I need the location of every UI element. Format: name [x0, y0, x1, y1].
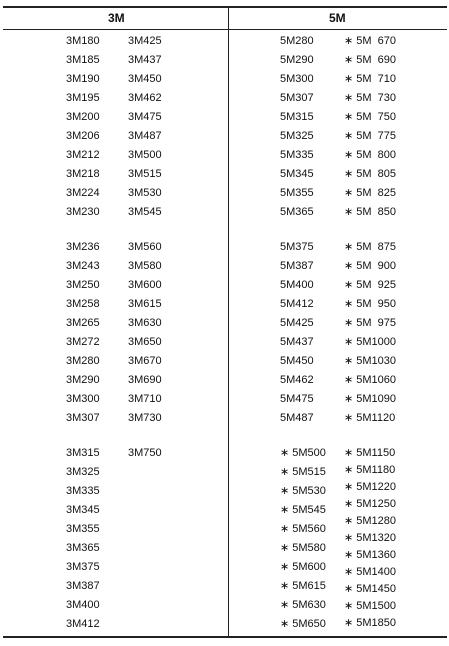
- size-cell: ∗ 5M650: [280, 618, 326, 630]
- size-cell: 3M560: [128, 241, 162, 253]
- size-cell: 3M185: [66, 54, 100, 66]
- size-cell: 5M475: [280, 393, 314, 405]
- size-cell: 3M730: [128, 412, 162, 424]
- size-cell: ∗ 5M1360: [344, 549, 397, 561]
- size-cell: ∗ 5M 950: [344, 298, 397, 310]
- size-cell: ∗ 5M1320: [344, 532, 397, 544]
- size-cell: 3M690: [128, 374, 162, 386]
- size-cell: 5M450: [280, 355, 314, 367]
- size-cell: 3M580: [128, 260, 162, 272]
- size-cell: ∗ 5M580: [280, 542, 326, 554]
- size-cell: ∗ 5M 900: [344, 260, 397, 272]
- size-cell: ∗ 5M 825: [344, 187, 397, 199]
- size-cell: ∗ 5M600: [280, 561, 326, 573]
- header-5m: 5M: [329, 11, 346, 25]
- size-cell: 3M630: [128, 317, 162, 329]
- size-cell: 3M500: [128, 149, 162, 161]
- size-cell: ∗ 5M 670: [344, 35, 397, 47]
- size-cell: 3M280: [66, 355, 100, 367]
- size-cell: ∗ 5M1030: [344, 355, 397, 367]
- size-cell: ∗ 5M615: [280, 580, 326, 592]
- column-divider: [228, 6, 229, 638]
- size-cell: ∗ 5M 805: [344, 168, 397, 180]
- size-cell: 3M200: [66, 111, 100, 123]
- header-divider: [3, 29, 447, 30]
- size-cell: 3M335: [66, 485, 100, 497]
- size-cell: ∗ 5M545: [280, 504, 326, 516]
- size-cell: 3M230: [66, 206, 100, 218]
- size-cell: 3M272: [66, 336, 100, 348]
- size-cell: ∗ 5M 925: [344, 279, 397, 291]
- size-cell: 3M236: [66, 241, 100, 253]
- size-cell: ∗ 5M1000: [344, 336, 397, 348]
- size-cell: ∗ 5M 975: [344, 317, 397, 329]
- size-cell: 3M670: [128, 355, 162, 367]
- size-cell: ∗ 5M500: [280, 447, 326, 459]
- size-cell: 3M307: [66, 412, 100, 424]
- size-cell: ∗ 5M 800: [344, 149, 397, 161]
- size-cell: ∗ 5M1400: [344, 566, 397, 578]
- size-cell: 3M487: [128, 130, 162, 142]
- size-cell: 3M355: [66, 523, 100, 535]
- size-cell: ∗ 5M 710: [344, 73, 397, 85]
- size-cell: ∗ 5M1500: [344, 600, 397, 612]
- size-cell: 3M325: [66, 466, 100, 478]
- size-cell: ∗ 5M515: [280, 466, 326, 478]
- size-cell: 3M475: [128, 111, 162, 123]
- size-cell: 3M600: [128, 279, 162, 291]
- size-cell: 3M243: [66, 260, 100, 272]
- size-cell: 3M750: [128, 447, 162, 459]
- size-cell: 5M290: [280, 54, 314, 66]
- size-cell: 5M335: [280, 149, 314, 161]
- size-cell: ∗ 5M 750: [344, 111, 397, 123]
- size-cell: 5M387: [280, 260, 314, 272]
- size-cell: 3M515: [128, 168, 162, 180]
- size-cell: 3M425: [128, 35, 162, 47]
- size-cell: 3M218: [66, 168, 100, 180]
- size-cell: 3M300: [66, 393, 100, 405]
- size-cell: ∗ 5M1120: [344, 412, 396, 424]
- size-cell: 3M190: [66, 73, 100, 85]
- size-cell: 3M650: [128, 336, 162, 348]
- size-cell: 5M400: [280, 279, 314, 291]
- size-cell: ∗ 5M1060: [344, 374, 397, 386]
- size-cell: 5M437: [280, 336, 314, 348]
- size-cell: ∗ 5M530: [280, 485, 326, 497]
- size-cell: 3M412: [66, 618, 100, 630]
- size-cell: 3M212: [66, 149, 100, 161]
- size-cell: 3M710: [128, 393, 162, 405]
- size-cell: ∗ 5M1150: [344, 447, 396, 459]
- size-cell: ∗ 5M 775: [344, 130, 397, 142]
- size-cell: 3M437: [128, 54, 162, 66]
- size-cell: ∗ 5M1280: [344, 515, 397, 527]
- size-cell: 3M462: [128, 92, 162, 104]
- size-cell: 3M615: [128, 298, 162, 310]
- size-cell: 3M545: [128, 206, 162, 218]
- size-cell: ∗ 5M1250: [344, 498, 397, 510]
- size-cell: 3M224: [66, 187, 100, 199]
- size-cell: 3M530: [128, 187, 162, 199]
- size-cell: 5M462: [280, 374, 314, 386]
- size-cell: 3M365: [66, 542, 100, 554]
- size-cell: ∗ 5M630: [280, 599, 326, 611]
- size-cell: ∗ 5M1850: [344, 617, 397, 629]
- size-cell: 5M345: [280, 168, 314, 180]
- size-cell: 5M315: [280, 111, 314, 123]
- size-cell: ∗ 5M1450: [344, 583, 397, 595]
- size-cell: ∗ 5M1220: [344, 481, 397, 493]
- header-3m: 3M: [108, 11, 125, 25]
- size-cell: ∗ 5M 850: [344, 206, 397, 218]
- size-cell: 5M487: [280, 412, 314, 424]
- size-cell: 3M450: [128, 73, 162, 85]
- size-cell: ∗ 5M1090: [344, 393, 397, 405]
- size-cell: 3M180: [66, 35, 100, 47]
- size-cell: 5M425: [280, 317, 314, 329]
- size-cell: 3M387: [66, 580, 100, 592]
- size-cell: 3M250: [66, 279, 100, 291]
- top-border: [3, 6, 447, 8]
- bottom-border: [3, 636, 447, 638]
- size-cell: 5M307: [280, 92, 314, 104]
- size-cell: 5M412: [280, 298, 314, 310]
- size-cell: 3M345: [66, 504, 100, 516]
- size-cell: 3M400: [66, 599, 100, 611]
- size-cell: 3M290: [66, 374, 100, 386]
- size-cell: 5M300: [280, 73, 314, 85]
- size-cell: 3M265: [66, 317, 100, 329]
- size-cell: ∗ 5M1180: [344, 464, 396, 476]
- size-cell: 5M325: [280, 130, 314, 142]
- size-cell: 5M355: [280, 187, 314, 199]
- size-cell: 3M206: [66, 130, 100, 142]
- size-cell: ∗ 5M 730: [344, 92, 397, 104]
- size-cell: 3M195: [66, 92, 100, 104]
- size-cell: 3M375: [66, 561, 100, 573]
- size-cell: 3M315: [66, 447, 100, 459]
- size-cell: ∗ 5M 690: [344, 54, 397, 66]
- size-cell: ∗ 5M560: [280, 523, 326, 535]
- size-cell: 5M365: [280, 206, 314, 218]
- size-cell: 3M258: [66, 298, 100, 310]
- size-cell: 5M375: [280, 241, 314, 253]
- size-cell: 5M280: [280, 35, 314, 47]
- size-cell: ∗ 5M 875: [344, 241, 397, 253]
